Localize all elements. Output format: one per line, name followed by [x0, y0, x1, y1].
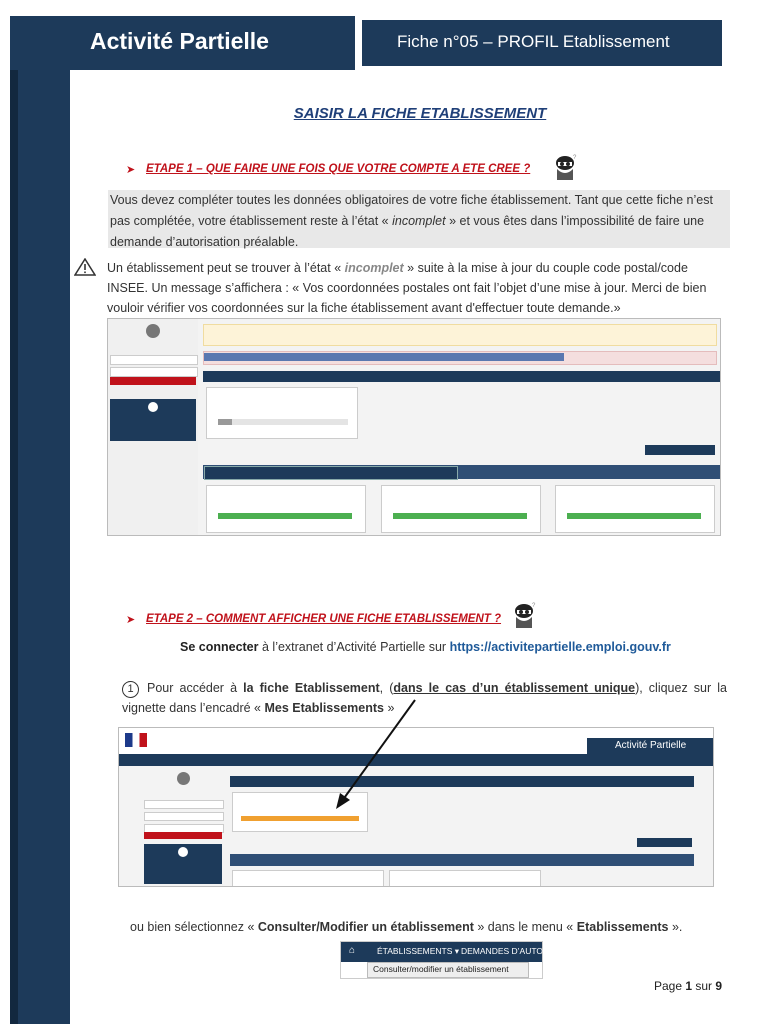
home-icon[interactable]: ⌂: [349, 945, 356, 956]
header-right: [362, 20, 722, 66]
warning-text: Un établissement peut se trouver à l’état « incomplet » suite à la mise à jour du couple code postal/code INSEE. Un message s’affichera : « Vos coordonnées postales ont fait l’objet d’une mise à jour. Merci de bien vouloir vérifier vos coordonnées sur la fiche établissement avant d'effectuer toute demande.»: [107, 261, 707, 315]
app-title: Activité Partielle: [615, 740, 687, 751]
spy-icon-2: [512, 601, 538, 629]
spy-icon: [553, 153, 579, 181]
menu-etablissements[interactable]: ÉTABLISSEMENTS ▾: [377, 946, 460, 956]
svg-text:?: ?: [532, 603, 536, 609]
menu-snippet: [340, 941, 558, 979]
left-sidebar-band: [10, 70, 70, 1024]
number-badge: 1: [122, 681, 139, 698]
header-right-title: Fiche n°05 – PROFIL Etablissement: [397, 32, 670, 51]
page-number: Page 1 sur 9: [654, 979, 723, 993]
arrow-bullet-icon: ➤: [126, 164, 136, 176]
menu-demandes[interactable]: DEMANDES D’AUTORIS: [461, 946, 558, 956]
header-left: [10, 16, 355, 70]
svg-text:?: ?: [573, 155, 577, 161]
screenshot-incomplete-establishment: [107, 318, 721, 536]
step2-instruction: 1 Pour accéder à la fiche Etablissement, (dans le cas d’un établissement unique), cliquez sur la vignette dans l’encadré « Mes Etablissements »: [122, 681, 727, 715]
step2-alt-instruction: ou bien sélectionnez « Consulter/Modifier un établissement » dans le menu « Etablissements ».: [130, 920, 683, 934]
pointer-arrow-icon: [330, 697, 420, 812]
step2-title: ETAPE 2 – COMMENT AFFICHER UNE FICHE ETABLISSEMENT ?: [146, 613, 502, 625]
arrow-bullet-icon-2: ➤: [126, 614, 136, 626]
extranet-link[interactable]: https://activitepartielle.emploi.gouv.fr: [449, 640, 671, 654]
sidebar-edge: [10, 70, 18, 1024]
connect-line: Se connecter à l’extranet d’Activité Partielle sur https://activitepartielle.emploi.gouv.fr: [180, 640, 671, 654]
header-left-title: Activité Partielle: [90, 28, 269, 54]
doc-title: SAISIR LA FICHE ETABLISSEMENT: [293, 105, 547, 122]
step1-info-box: Vous devez compléter toutes les données obligatoires de votre fiche établissement. Tant que cette fiche n’est pas complétée, votre établissement reste à l’état « incomplet » et vous êtes dans l’impossibilité de faire une demande d’autorisation préalable.: [108, 190, 730, 248]
doc-title-wrap: [0, 105, 770, 123]
step1-title: ETAPE 1 – QUE FAIRE UNE FOIS QUE VOTRE COMPTE A ETE CREE ?: [146, 163, 531, 175]
dropdown-consulter[interactable]: Consulter/modifier un établissement: [373, 964, 509, 974]
warning-icon: [74, 258, 96, 276]
